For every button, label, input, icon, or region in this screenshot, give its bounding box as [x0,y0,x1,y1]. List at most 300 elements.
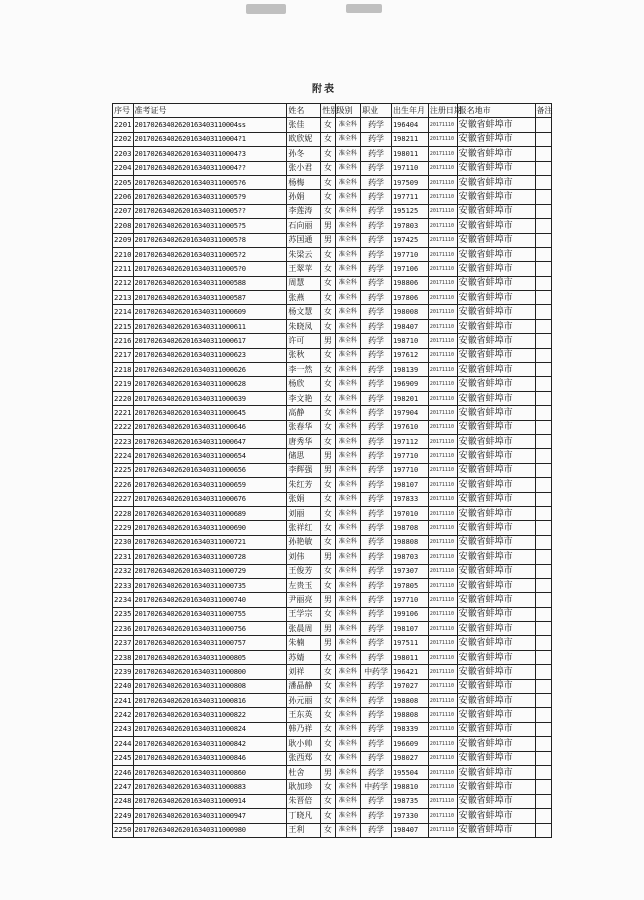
table-row [113,492,552,506]
cell-place: 安徽省蚌埠市 [457,636,535,650]
cell-place: 安徽省蚌埠市 [457,737,535,751]
cell-no: 2230 [113,535,134,549]
cell-no: 2208 [113,219,134,233]
cell-no: 2215 [113,319,134,333]
cell-birth: 198107 [391,622,428,636]
cell-no: 2202 [113,132,134,146]
cell-gender: 男 [321,219,335,233]
cell-ticket: 2017026340262016340311000816 [133,694,287,708]
cell-place: 安徽省蚌埠市 [457,305,535,319]
cell-no: 2231 [113,550,134,564]
cell-ticket: 2017026340262016340311000628 [133,377,287,391]
cell-ticket: 2017026340262016340311000822 [133,708,287,722]
cell-reg: 20171110 [428,363,457,377]
cell-level: 准全科 [335,737,361,751]
table-row [113,334,552,348]
cell-place: 安徽省蚌埠市 [457,291,535,305]
cell-ticket: 20170263402620163403110005?9 [133,190,287,204]
col-header-gender: 性别 [321,104,335,118]
cell-level: 准全科 [335,823,361,837]
cell-level: 准全科 [335,118,361,132]
cell-ticket: 2017026340262016340311000728 [133,550,287,564]
cell-note [535,564,551,578]
cell-gender: 女 [321,737,335,751]
cell-note [535,161,551,175]
cell-major: 药学 [361,434,392,448]
cell-level: 准全科 [335,147,361,161]
cell-birth: 195125 [391,204,428,218]
cell-ticket: 2017026340262016340311000617 [133,334,287,348]
cell-note [535,233,551,247]
cell-no: 2217 [113,348,134,362]
cell-major: 药学 [361,765,392,779]
cell-place: 安徽省蚌埠市 [457,665,535,679]
cell-gender: 女 [321,190,335,204]
cell-name: 丁晓凡 [287,809,321,823]
cell-birth: 197904 [391,406,428,420]
cell-name: 苏婧 [287,650,321,664]
cell-place: 安徽省蚌埠市 [457,377,535,391]
cell-place: 安徽省蚌埠市 [457,319,535,333]
cell-note [535,449,551,463]
cell-major: 药学 [361,247,392,261]
cell-name: 朱红芳 [287,478,321,492]
cell-place: 安徽省蚌埠市 [457,204,535,218]
cell-no: 2222 [113,420,134,434]
cell-level: 准全科 [335,521,361,535]
cell-birth: 197027 [391,679,428,693]
cell-reg: 20171110 [428,147,457,161]
cell-note [535,694,551,708]
table-row [113,607,552,621]
cell-place: 安徽省蚌埠市 [457,247,535,261]
cell-gender: 女 [321,665,335,679]
cell-birth: 198407 [391,823,428,837]
cell-level: 准全科 [335,607,361,621]
cell-note [535,204,551,218]
cell-no: 2211 [113,262,134,276]
cell-gender: 女 [321,607,335,621]
cell-birth: 198008 [391,305,428,319]
cell-name: 朱楠 [287,636,321,650]
table-row [113,622,552,636]
cell-place: 安徽省蚌埠市 [457,780,535,794]
cell-ticket: 2017026340262016340311000626 [133,363,287,377]
cell-birth: 195504 [391,765,428,779]
cell-gender: 女 [321,420,335,434]
cell-note [535,550,551,564]
cell-level: 准全科 [335,578,361,592]
cell-birth: 197710 [391,247,428,261]
col-header-ticket: 准考证号 [133,104,287,118]
table-row [113,722,552,736]
cell-place: 安徽省蚌埠市 [457,161,535,175]
table-row [113,204,552,218]
cell-ticket: 20170263402620163403110004?3 [133,147,287,161]
cell-no: 2210 [113,247,134,261]
cell-place: 安徽省蚌埠市 [457,550,535,564]
cell-birth: 198710 [391,334,428,348]
cell-reg: 20171110 [428,780,457,794]
scan-speck [346,4,382,13]
cell-place: 安徽省蚌埠市 [457,578,535,592]
table-row [113,665,552,679]
cell-major: 药学 [361,132,392,146]
cell-reg: 20171110 [428,204,457,218]
cell-birth: 196404 [391,118,428,132]
cell-note [535,147,551,161]
cell-note [535,305,551,319]
cell-level: 准全科 [335,650,361,664]
cell-name: 王学宗 [287,607,321,621]
cell-gender: 女 [321,319,335,333]
table-row [113,391,552,405]
cell-level: 准全科 [335,593,361,607]
cell-name: 刘丽 [287,506,321,520]
cell-major: 药学 [361,363,392,377]
cell-reg: 20171110 [428,492,457,506]
cell-note [535,708,551,722]
cell-level: 准全科 [335,233,361,247]
cell-reg: 20171110 [428,550,457,564]
cell-major: 药学 [361,161,392,175]
cell-place: 安徽省蚌埠市 [457,751,535,765]
cell-gender: 女 [321,363,335,377]
cell-no: 2237 [113,636,134,650]
cell-no: 2206 [113,190,134,204]
cell-note [535,291,551,305]
cell-birth: 198708 [391,521,428,535]
cell-birth: 197010 [391,506,428,520]
cell-note [535,751,551,765]
cell-level: 准全科 [335,679,361,693]
cell-note [535,607,551,621]
cell-name: 张娟 [287,492,321,506]
table-row [113,737,552,751]
cell-place: 安徽省蚌埠市 [457,276,535,290]
col-header-level: 级别 [335,104,361,118]
cell-note [535,219,551,233]
cell-gender: 女 [321,204,335,218]
cell-major: 药学 [361,737,392,751]
cell-major: 药学 [361,305,392,319]
cell-birth: 197612 [391,348,428,362]
cell-reg: 20171110 [428,765,457,779]
table-row [113,276,552,290]
cell-reg: 20171110 [428,219,457,233]
cell-ticket: 2017026340262016340311000656 [133,463,287,477]
cell-major: 药学 [361,262,392,276]
cell-birth: 198211 [391,132,428,146]
cell-gender: 女 [321,492,335,506]
cell-name: 杨梅 [287,175,321,189]
cell-reg: 20171110 [428,636,457,650]
cell-reg: 20171110 [428,449,457,463]
cell-major: 药学 [361,751,392,765]
cell-name: 李莲涛 [287,204,321,218]
cell-no: 2224 [113,449,134,463]
cell-gender: 女 [321,823,335,837]
cell-birth: 198407 [391,319,428,333]
cell-gender: 女 [321,535,335,549]
cell-name: 王利 [287,823,321,837]
cell-reg: 20171110 [428,521,457,535]
page-title: 附表 [312,84,336,95]
cell-reg: 20171110 [428,463,457,477]
cell-reg: 20171110 [428,391,457,405]
table-row [113,161,552,175]
cell-ticket: 2017026340262016340311000846 [133,751,287,765]
cell-reg: 20171110 [428,564,457,578]
cell-major: 药学 [361,478,392,492]
table-row [113,535,552,549]
cell-birth: 197710 [391,449,428,463]
cell-name: 李辉强 [287,463,321,477]
cell-place: 安徽省蚌埠市 [457,406,535,420]
cell-ticket: 2017026340262016340311000654 [133,449,287,463]
cell-no: 2246 [113,765,134,779]
cell-no: 2250 [113,823,134,837]
cell-place: 安徽省蚌埠市 [457,420,535,434]
cell-gender: 女 [321,377,335,391]
col-header-major: 职业 [361,104,392,118]
cell-birth: 198027 [391,751,428,765]
cell-level: 准全科 [335,406,361,420]
cell-reg: 20171110 [428,650,457,664]
table-row [113,593,552,607]
cell-name: 苏国通 [287,233,321,247]
cell-no: 2219 [113,377,134,391]
cell-name: 尹丽亮 [287,593,321,607]
cell-gender: 男 [321,233,335,247]
cell-major: 药学 [361,708,392,722]
cell-name: 王东英 [287,708,321,722]
cell-birth: 198107 [391,478,428,492]
cell-gender: 女 [321,118,335,132]
cell-note [535,262,551,276]
cell-major: 药学 [361,809,392,823]
cell-reg: 20171110 [428,190,457,204]
cell-level: 准全科 [335,694,361,708]
cell-birth: 197112 [391,434,428,448]
cell-name: 唐秀华 [287,434,321,448]
cell-note [535,665,551,679]
cell-no: 2201 [113,118,134,132]
cell-birth: 196421 [391,665,428,679]
table-row [113,319,552,333]
cell-place: 安徽省蚌埠市 [457,823,535,837]
cell-place: 安徽省蚌埠市 [457,363,535,377]
cell-reg: 20171110 [428,622,457,636]
cell-place: 安徽省蚌埠市 [457,147,535,161]
cell-reg: 20171110 [428,694,457,708]
cell-note [535,521,551,535]
cell-birth: 197833 [391,492,428,506]
cell-reg: 20171110 [428,751,457,765]
cell-note [535,823,551,837]
cell-gender: 女 [321,708,335,722]
cell-gender: 女 [321,722,335,736]
cell-no: 2236 [113,622,134,636]
cell-ticket: 20170263402620163403110005?5 [133,219,287,233]
cell-no: 2212 [113,276,134,290]
cell-major: 药学 [361,521,392,535]
cell-note [535,247,551,261]
cell-level: 准全科 [335,794,361,808]
cell-note [535,391,551,405]
cell-name: 杨文慧 [287,305,321,319]
cell-reg: 20171110 [428,809,457,823]
table-row [113,550,552,564]
cell-birth: 197710 [391,593,428,607]
cell-name: 孙冬 [287,147,321,161]
cell-note [535,809,551,823]
cell-level: 准全科 [335,751,361,765]
cell-major: 药学 [361,636,392,650]
table-row [113,406,552,420]
cell-level: 准全科 [335,391,361,405]
cell-ticket: 20170263402620163403110005?0 [133,262,287,276]
cell-gender: 女 [321,147,335,161]
cell-name: 杨欣 [287,377,321,391]
cell-no: 2241 [113,694,134,708]
cell-major: 药学 [361,679,392,693]
cell-place: 安徽省蚌埠市 [457,708,535,722]
cell-birth: 197509 [391,175,428,189]
cell-gender: 女 [321,694,335,708]
cell-gender: 女 [321,276,335,290]
cell-name: 李文艳 [287,391,321,405]
cell-note [535,118,551,132]
cell-major: 药学 [361,348,392,362]
cell-major: 药学 [361,593,392,607]
cell-ticket: 2017026340262016340311000824 [133,722,287,736]
cell-place: 安徽省蚌埠市 [457,233,535,247]
cell-name: 韩乃祥 [287,722,321,736]
table-row [113,478,552,492]
cell-birth: 196609 [391,737,428,751]
cell-gender: 女 [321,305,335,319]
cell-reg: 20171110 [428,506,457,520]
cell-ticket: 20170263402620163403110005?? [133,204,287,218]
cell-note [535,463,551,477]
cell-gender: 女 [321,291,335,305]
cell-gender: 女 [321,521,335,535]
cell-note [535,679,551,693]
cell-no: 2247 [113,780,134,794]
cell-ticket: 2017026340262016340311000647 [133,434,287,448]
cell-major: 药学 [361,535,392,549]
cell-gender: 男 [321,622,335,636]
cell-ticket: 2017026340262016340311000740 [133,593,287,607]
cell-gender: 女 [321,650,335,664]
scan-speck [246,4,286,14]
cell-level: 准全科 [335,305,361,319]
cell-major: 药学 [361,463,392,477]
cell-major: 药学 [361,622,392,636]
cell-name: 高静 [287,406,321,420]
cell-reg: 20171110 [428,262,457,276]
cell-major: 药学 [361,291,392,305]
cell-birth: 197307 [391,564,428,578]
cell-reg: 20171110 [428,665,457,679]
cell-ticket: 2017026340262016340311000646 [133,420,287,434]
cell-place: 安徽省蚌埠市 [457,132,535,146]
cell-gender: 女 [321,679,335,693]
table-row [113,694,552,708]
cell-place: 安徽省蚌埠市 [457,607,535,621]
cell-no: 2234 [113,593,134,607]
cell-major: 药学 [361,607,392,621]
cell-no: 2209 [113,233,134,247]
cell-reg: 20171110 [428,593,457,607]
cell-reg: 20171110 [428,607,457,621]
cell-ticket: 2017026340262016340311000645 [133,406,287,420]
cell-ticket: 2017026340262016340311000947 [133,809,287,823]
records-table [112,103,552,838]
cell-ticket: 2017026340262016340311000805 [133,650,287,664]
cell-note [535,434,551,448]
cell-place: 安徽省蚌埠市 [457,765,535,779]
cell-name: 朱梁云 [287,247,321,261]
cell-reg: 20171110 [428,377,457,391]
table-row [113,578,552,592]
cell-name: 孙艳敏 [287,535,321,549]
cell-birth: 197803 [391,219,428,233]
cell-place: 安徽省蚌埠市 [457,348,535,362]
cell-birth: 197110 [391,161,428,175]
cell-gender: 男 [321,463,335,477]
table-row [113,247,552,261]
cell-level: 准全科 [335,478,361,492]
col-header-note: 备注 [535,104,551,118]
cell-place: 安徽省蚌埠市 [457,463,535,477]
cell-name: 欧欣妮 [287,132,321,146]
cell-note [535,334,551,348]
cell-place: 安徽省蚌埠市 [457,492,535,506]
cell-place: 安徽省蚌埠市 [457,679,535,693]
cell-place: 安徽省蚌埠市 [457,794,535,808]
cell-ticket: 2017026340262016340311000588 [133,276,287,290]
cell-birth: 196909 [391,377,428,391]
cell-name: 许可 [287,334,321,348]
cell-major: 药学 [361,492,392,506]
cell-birth: 197805 [391,578,428,592]
cell-place: 安徽省蚌埠市 [457,506,535,520]
cell-level: 准全科 [335,463,361,477]
table-row [113,420,552,434]
cell-note [535,492,551,506]
cell-note [535,794,551,808]
col-header-name: 姓名 [287,104,321,118]
cell-no: 2245 [113,751,134,765]
cell-ticket: 2017026340262016340311000808 [133,679,287,693]
cell-reg: 20171110 [428,319,457,333]
cell-gender: 女 [321,132,335,146]
cell-gender: 女 [321,161,335,175]
table-row [113,348,552,362]
cell-ticket: 2017026340262016340311000721 [133,535,287,549]
cell-level: 准全科 [335,175,361,189]
cell-major: 药学 [361,794,392,808]
cell-name: 朱晋倍 [287,794,321,808]
cell-no: 2207 [113,204,134,218]
cell-reg: 20171110 [428,535,457,549]
cell-reg: 20171110 [428,578,457,592]
cell-name: 刘伟 [287,550,321,564]
cell-note [535,593,551,607]
cell-major: 中药学 [361,665,392,679]
